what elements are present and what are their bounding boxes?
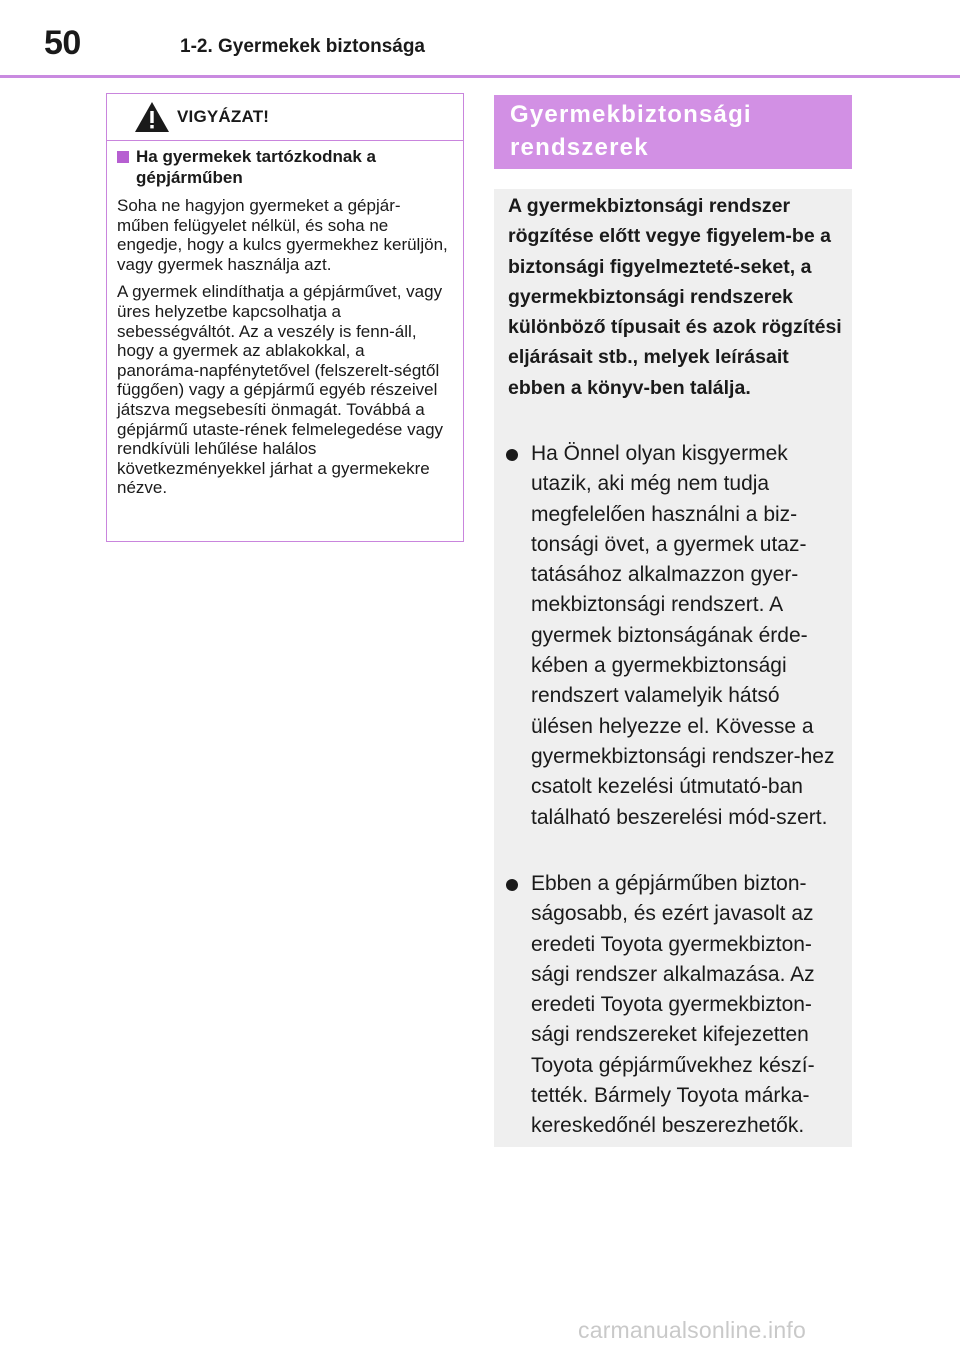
list-item-text: Ha Önnel olyan kisgyermek utazik, aki még nem tudja megfelelően használni a biz-tonsági övet, a gyermek utaz-tatásához alkalmazzon gyer-mekbiztonsági rendszert. A gyermek biztonságának érde-kében a gyermekbiztonsági rendszert valamelyik hátsó ülésen helyezze el. Kövesse a gyermekbiztonsági rendszer-hez csatolt kezelési útmutató-ban található beszerelési mód-szert.	[531, 442, 835, 829]
warning-subhead-text: Ha gyermekek tartózkodnak a gépjárműben	[136, 147, 376, 187]
header-divider	[0, 75, 960, 78]
warning-body	[107, 94, 463, 498]
section-title: 1-2. Gyermekek biztonsága	[180, 36, 425, 57]
warning-paragraph-1: Soha ne hagyjon gyermeket a gépjár-műben felügyelet nélkül, és soha ne engedje, hogy a kulcs gyermekhez kerüljön, vagy gyermek használja azt.	[117, 196, 448, 274]
page-number: 50	[44, 24, 81, 62]
list-item	[506, 439, 840, 833]
square-bullet-icon	[117, 151, 129, 163]
warning-label: VIGYÁZAT!	[177, 107, 270, 126]
intro-paragraph: A gyermekbiztonsági rendszer rögzítése előtt vegye figyelem-be a biztonsági figyelmezteté-seket, a gyermekbiztonsági rendszerek különböző típusait és azok rögzítési eljárásait stb., melyek leírásait ebben a könyv-ben találja.	[508, 195, 842, 399]
bullet-dot-icon	[506, 879, 518, 891]
page-header	[0, 0, 960, 78]
warning-box	[106, 93, 464, 542]
warning-paragraph-2: A gyermek elindíthatja a gépjárművet, vagy üres helyzetbe kapcsolhatja a sebességváltót. Az a veszély is fenn-áll, hogy a gyermek az ablakokkal, a panoráma-napfénytetővel (felszerelt-ségtől függően) vagy a gépjármű egyéb részeivel játszva megsebesíti önmagát. Továbbá a gépjármű utaste-rének felmelegedése vagy rendkívüli lehűlése halálos következményekkel járhat a gyermekekre nézve.	[117, 282, 444, 498]
section-heading: Gyermekbiztonsági rendszerek	[510, 101, 752, 161]
section-heading-box	[494, 95, 852, 169]
list-item	[506, 869, 840, 1142]
warning-subhead	[117, 146, 449, 188]
list-item-text: Ebben a gépjárműben bizton-ságosabb, és ezért javasolt az eredeti Toyota gyermekbizton-sági rendszer alkalmazása. Az eredeti Toyota gyermekbizton-sági rendszereket kifejezetten Toyota gépjárművekhez készí-tették. Bármely Toyota márka-kereskedőnél beszerezhetők.	[531, 872, 815, 1138]
bullet-dot-icon	[506, 449, 518, 461]
watermark: carmanualsonline.info	[578, 1317, 806, 1343]
info-panel	[494, 189, 852, 1147]
